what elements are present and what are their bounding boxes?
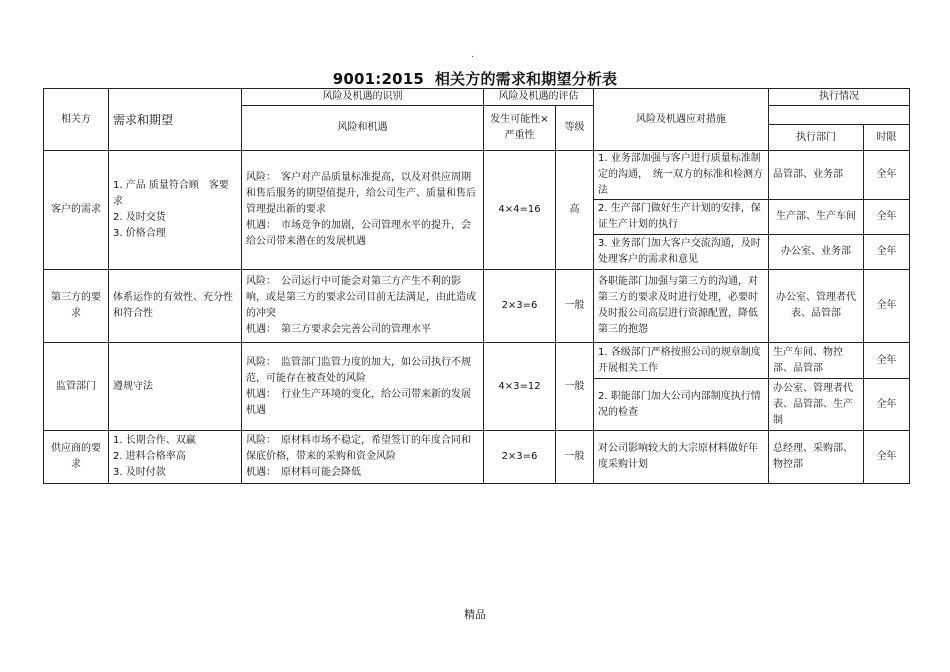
header-level: 等级 bbox=[556, 106, 594, 151]
level-cell: 一般 bbox=[556, 431, 594, 484]
risk-text: 风险： 监管部门监管力度的加大，如公司执行不规范，可能存在被查处的风险 bbox=[246, 356, 471, 384]
page-title: 9001:2015 相关方的需求和期望分析表 bbox=[332, 70, 618, 88]
header-needs: 需求和期望 bbox=[109, 89, 242, 151]
dept-cell: 总经理、采购部、物控部 bbox=[769, 431, 864, 484]
dept-cell: 办公室、管理者代表、品管部、生产制 bbox=[769, 379, 864, 431]
measure-cell: 2. 生产部门做好生产计划的安排，保证生产计划的执行 bbox=[594, 200, 769, 235]
party-cell: 供应商的要求 bbox=[44, 431, 109, 484]
measure-cell: 2. 职能部门加大公司内部制度执行情况的检查 bbox=[594, 379, 769, 431]
needs-item: 体系运作的有效性、充分性和符合性 bbox=[113, 292, 233, 319]
deadline-cell: 全年 bbox=[864, 200, 910, 235]
risk-text: 风险： 原材料市场不稳定，希望签订的年度合同和保底价格，带来的采购和资金风险 bbox=[246, 435, 471, 462]
risk-text: 风险： 客户对产品质量标准提高，以及对供应周期和售后服务的期望值提升，给公司生产、质量和售后管理提出新的要求 bbox=[246, 172, 476, 215]
header-deadline: 时限 bbox=[864, 125, 910, 151]
table-row bbox=[44, 431, 910, 484]
opportunity-text: 机遇： 市场竞争的加剧，公司管理水平的提升，会给公司带来潜在的发展机遇 bbox=[246, 220, 471, 247]
party-cell: 客户的需求 bbox=[44, 151, 109, 270]
measure-cell: 1. 业务部加强与客户进行质量标准制定的沟通， 统一双方的标准和检测方法 bbox=[594, 151, 769, 200]
deadline-cell: 全年 bbox=[864, 270, 910, 343]
header-execution: 执行情况 bbox=[769, 89, 910, 106]
needs-cell bbox=[109, 431, 242, 484]
risk-cell bbox=[242, 343, 484, 431]
needs-item: 2. 进料合格率高 bbox=[113, 451, 186, 462]
score-cell: 2×3=6 bbox=[484, 270, 556, 343]
needs-item: 遵规守法 bbox=[113, 380, 153, 392]
party-cell: 第三方的要求 bbox=[44, 270, 109, 343]
needs-item: 3. 及时付款 bbox=[113, 467, 166, 478]
deadline-cell: 全年 bbox=[864, 379, 910, 431]
opportunity-text: 机遇： 原材料可能会降低 bbox=[246, 467, 361, 478]
score-cell: 4×3=12 bbox=[484, 343, 556, 431]
dept-cell: 品管部、业务部 bbox=[769, 151, 864, 200]
dept-cell: 办公室、管理者代表、品管部 bbox=[769, 270, 864, 343]
analysis-table bbox=[43, 88, 910, 484]
party-cell: 监管部门 bbox=[44, 343, 109, 431]
needs-cell bbox=[109, 151, 242, 270]
deadline-cell: 全年 bbox=[864, 431, 910, 484]
score-cell: 4×4=16 bbox=[484, 151, 556, 270]
deadline-cell: 全年 bbox=[864, 151, 910, 200]
measure-cell: 对公司影响较大的大宗原材料做好年度采购计划 bbox=[594, 431, 769, 484]
risk-cell bbox=[242, 151, 484, 270]
deadline-cell: 全年 bbox=[864, 235, 910, 270]
opportunity-text: 机遇： 行业生产环境的变化，给公司带来新的发展机遇 bbox=[246, 388, 471, 416]
needs-item: 3. 价格合理 bbox=[113, 228, 166, 239]
needs-cell bbox=[109, 343, 242, 431]
dept-cell: 办公室、业务部 bbox=[769, 235, 864, 270]
table-row bbox=[44, 151, 910, 200]
table-row bbox=[44, 343, 910, 379]
needs-item: 2. 及时交货 bbox=[113, 212, 166, 223]
measure-cell: 1. 各级部门严格按照公司的规章制度开展相关工作 bbox=[594, 343, 769, 379]
needs-cell bbox=[109, 270, 242, 343]
header-measures: 风险及机遇应对措施 bbox=[594, 89, 769, 151]
page-footer: 精品 bbox=[464, 608, 486, 621]
needs-item: 1. 产品 质量符合顾 客要求 bbox=[113, 180, 229, 207]
header-risk-identify: 风险及机遇的识别 bbox=[242, 89, 484, 106]
header-party: 相关方 bbox=[44, 89, 109, 151]
header-risk-assess: 风险及机遇的评估 bbox=[484, 89, 594, 106]
page-dot: . bbox=[471, 50, 474, 60]
score-cell: 2×3=6 bbox=[484, 431, 556, 484]
header-probability: 发生可能性×严重性 bbox=[484, 106, 556, 151]
level-cell: 一般 bbox=[556, 343, 594, 431]
level-cell: 一般 bbox=[556, 270, 594, 343]
header-exec-dept: 执行部门 bbox=[769, 125, 864, 151]
table-row bbox=[44, 270, 910, 343]
level-cell: 高 bbox=[556, 151, 594, 270]
risk-cell bbox=[242, 431, 484, 484]
opportunity-text: 机遇： 第三方要求会完善公司的管理水平 bbox=[246, 324, 431, 335]
measure-cell: 3. 业务部门加大客户交流沟通，及时处理客户的需求和意见 bbox=[594, 235, 769, 270]
measure-cell: 各职能部门加强与第三方的沟通，对第三方的要求及时进行处理，必要时及时报公司高层进行资源配置，降低第三的抱怨 bbox=[594, 270, 769, 343]
risk-text: 风险： 公司运行中可能会对第三方产生不利的影响，或是第三方的要求公司目前无法满足，由此造成的冲突 bbox=[246, 276, 476, 319]
deadline-cell: 全年 bbox=[864, 343, 910, 379]
dept-cell: 生产车间、物控部、品管部 bbox=[769, 343, 864, 379]
needs-item: 1. 长期合作、双赢 bbox=[113, 435, 196, 446]
risk-cell bbox=[242, 270, 484, 343]
header-execution-spacer bbox=[769, 106, 910, 125]
header-risk-opportunity: 风险和机遇 bbox=[242, 106, 484, 151]
dept-cell: 生产部、生产车间 bbox=[769, 200, 864, 235]
